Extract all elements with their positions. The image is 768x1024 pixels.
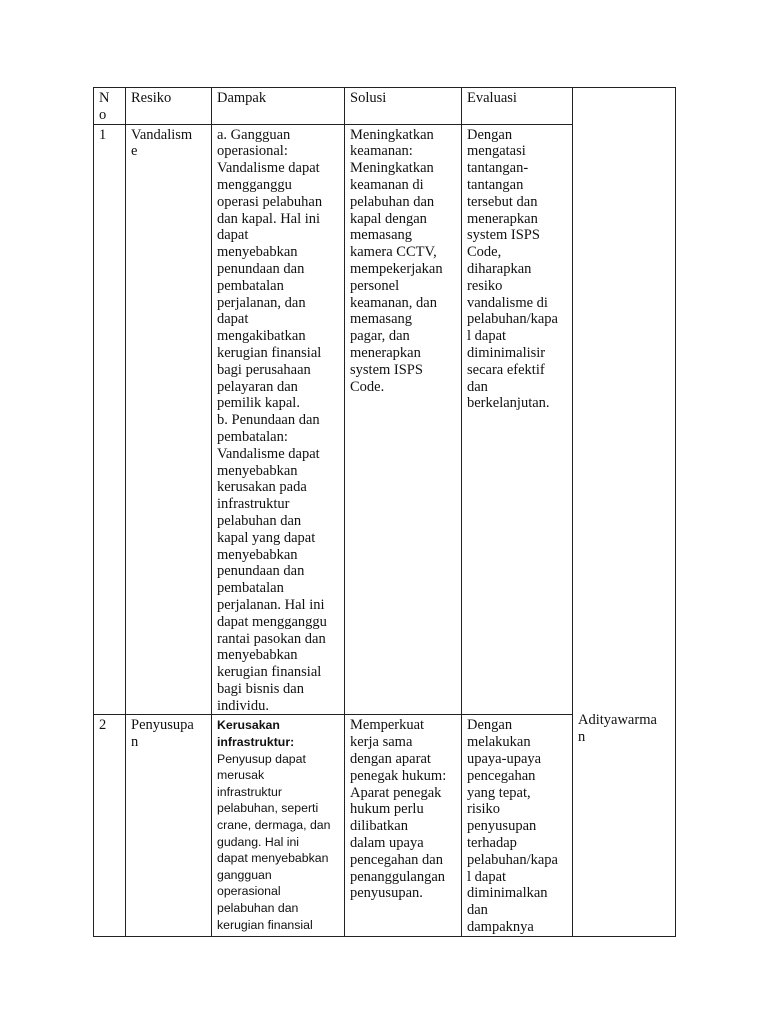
row2-dampak-body: Penyusup dapat merusak infrastruktur pelabuhan, seperti crane, dermaga, dan gudang. Hal ini dapat menyebabkan gangguan operasional pelabuhan dan kerugian finansial — [217, 751, 331, 932]
header-solusi: Solusi — [345, 88, 462, 125]
side-name: Adityawarma n — [578, 712, 657, 745]
row2-resiko: Penyusupa n — [126, 715, 212, 936]
header-dampak: Dampak — [212, 88, 345, 125]
risk-table — [93, 87, 676, 937]
table-header-row — [94, 88, 676, 125]
row2-evaluasi: Dengan melakukan upaya-upaya pencegahan yang tepat, risiko penyusupan terhadap pelabuhan/kapa l dapat diminimalkan dan dampaknya — [462, 715, 573, 936]
row2-dampak — [212, 715, 345, 936]
row2-no: 2 — [94, 715, 126, 936]
row1-dampak: a. Gangguan operasional: Vandalisme dapat mengganggu operasi pelabuhan dan kapal. Hal ini dapat menyebabkan penundaan dan pembatalan perjalanan, dan dapat mengakibatkan kerugian finansial bagi perusahaan pelayaran dan pemilik kapal. b. Penundaan dan pembatalan: Vandalisme dapat menyebabkan kerusakan pada infrastruktur pelabuhan dan kapal yang dapat menyebabkan penundaan dan pembatalan perjalanan. Hal ini dapat mengganggu rantai pasokan dan menyebabkan kerugian finansial bagi bisnis dan individu. — [212, 124, 345, 715]
side-name-cell — [573, 88, 676, 937]
row1-resiko: Vandalism e — [126, 124, 212, 715]
header-no: N o — [94, 88, 126, 125]
row2-dampak-title: Kerusakan infrastruktur: — [217, 718, 295, 750]
header-resiko: Resiko — [126, 88, 212, 125]
header-evaluasi: Evaluasi — [462, 88, 573, 125]
row1-evaluasi: Dengan mengatasi tantangan- tantangan tersebut dan menerapkan system ISPS Code, diharapkan resiko vandalisme di pelabuhan/kapa l dapat diminimalisir secara efektif dan berkelanjutan. — [462, 124, 573, 715]
row2-solusi: Memperkuat kerja sama dengan aparat penegak hukum: Aparat penegak hukum perlu dilibatkan dalam upaya pencegahan dan penanggulangan penyusupan. — [345, 715, 462, 936]
row1-solusi: Meningkatkan keamanan: Meningkatkan keamanan di pelabuhan dan kapal dengan memasang kamera CCTV, mempekerjakan personel keamanan, dan memasang pagar, dan menerapkan system ISPS Code. — [345, 124, 462, 715]
row1-no: 1 — [94, 124, 126, 715]
